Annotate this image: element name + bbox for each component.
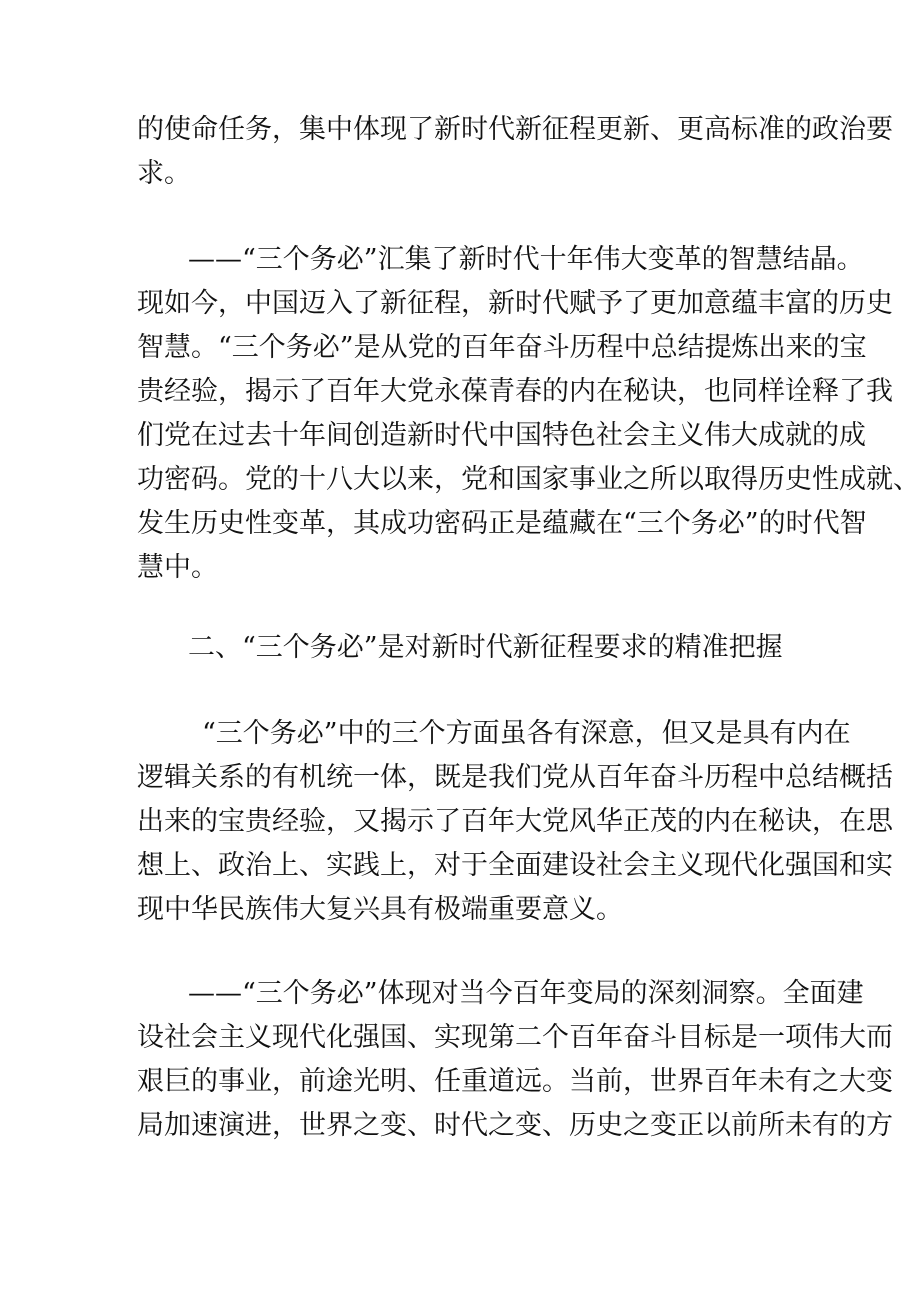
paragraph-line: 功密码。党的十八大以来，党和国家事业之所以取得历史性成就、 xyxy=(137,464,920,495)
paragraph-line: 现如今，中国迈入了新征程，新时代赋予了更加意蕴丰富的历史 xyxy=(137,288,893,319)
paragraph-line: “三个务必”中的三个方面虽各有深意，但又是具有内在 xyxy=(202,718,851,749)
paragraph-line: 出来的宝贵经验，又揭示了百年大党风华正茂的内在秘诀，在思 xyxy=(137,806,893,837)
paragraph-line: 贵经验，揭示了百年大党永葆青春的内在秘诀，也同样诠释了我 xyxy=(137,376,893,407)
paragraph-line: 逻辑关系的有机统一体，既是我们党从百年奋斗历程中总结概括 xyxy=(137,762,893,793)
paragraph-line: 发生历史性变革，其成功密码正是蕴藏在“三个务必”的时代智 xyxy=(137,508,867,539)
paragraph-line: 想上、政治上、实践上，对于全面建设社会主义现代化强国和实 xyxy=(137,850,893,881)
paragraph-line: 艰巨的事业，前途光明、任重道远。当前，世界百年未有之大变 xyxy=(137,1066,893,1097)
paragraph-line: 慧中。 xyxy=(137,552,218,583)
paragraph-line: ——“三个务必”汇集了新时代十年伟大变革的智慧结晶。 xyxy=(188,244,864,275)
paragraph-line: 智慧。“三个务必”是从党的百年奋斗历程中总结提炼出来的宝 xyxy=(137,332,867,363)
paragraph-line: 现中华民族伟大复兴具有极端重要意义。 xyxy=(137,894,623,925)
paragraph-line: 求。 xyxy=(137,158,191,189)
section-heading: 二、“三个务必”是对新时代新征程要求的精准把握 xyxy=(188,632,783,663)
paragraph-line: 的使命任务，集中体现了新时代新征程更新、更高标准的政治要 xyxy=(137,114,893,145)
paragraph-line: 局加速演进，世界之变、时代之变、历史之变正以前所未有的方 xyxy=(137,1110,893,1141)
paragraph-line: ——“三个务必”体现对当今百年变局的深刻洞察。全面建 xyxy=(188,978,864,1009)
paragraph-line: 们党在过去十年间创造新时代中国特色社会主义伟大成就的成 xyxy=(137,420,866,451)
paragraph-line: 设社会主义现代化强国、实现第二个百年奋斗目标是一项伟大而 xyxy=(137,1022,893,1053)
